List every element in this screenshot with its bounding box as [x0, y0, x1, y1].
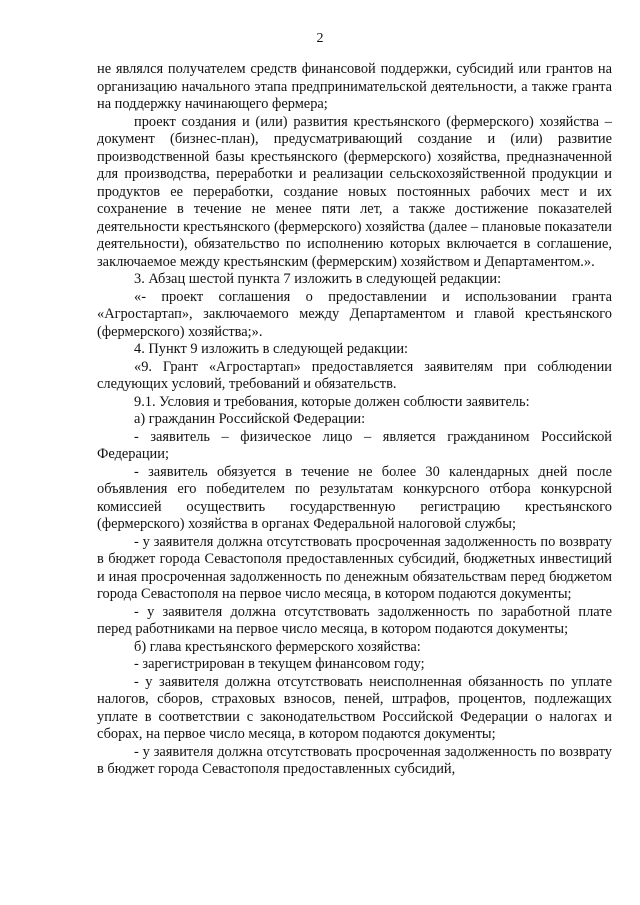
paragraph-item-4: 4. Пункт 9 изложить в следующей редакции: [134, 341, 409, 357]
list-item-salary-debt: - у заявителя должна отсутствовать задолженность по заработной плате перед работниками на первое число месяца, в котором подаются документы; [97, 603, 612, 637]
page-number: 2 [316, 31, 324, 46]
list-item-tax-obligation: - у заявителя должна отсутствовать неисполненная обязанность по уплате налогов, сборов, страховых взносов, пеней, штрафов, процентов, подлежащих уплате в соответствии с законодательством Российской Федерации о налогах и сборах, на первое число месяца, в котором подаются документы; [97, 673, 612, 742]
list-item-budget-debt-2: - у заявителя должна отсутствовать просроченная задолженность по возврату в бюджет города Севастополя предоставленных субсидий, [97, 743, 612, 777]
paragraph-subitem-a: а) гражданин Российской Федерации: [134, 411, 366, 427]
list-item-budget-debt: - у заявителя должна отсутствовать просроченная задолженность по возврату в бюджет города Севастополя предоставленных субсидий, бюджетных инвестиций и иная просроченная задолженность по денежным обязательствам перед бюджетом города Севастополя на первое число месяца, в котором подаются документы; [97, 533, 612, 602]
paragraph-agreement-draft: «- проект соглашения о предоставлении и использовании гранта «Агростартап», заключаемого между Департаментом и главой крестьянского (фермерского) хозяйства;». [97, 288, 612, 340]
list-item-registration: - заявитель обязуется в течение не более 30 календарных дней после объявления его победителем по результатам конкурсного отбора конкурсной комиссией осуществить государственную регистрацию крестьянского (фермерского) хозяйства в органах Федеральной налоговой службы; [97, 463, 612, 532]
list-item-citizen: - заявитель – физическое лицо – является гражданином Российской Федерации; [97, 428, 612, 462]
paragraph-item-3: 3. Абзац шестой пункта 7 изложить в следующей редакции: [134, 271, 502, 287]
paragraph-item-9: «9. Грант «Агростартап» предоставляется заявителям при соблюдении следующих условий, требований и обязательств. [97, 358, 612, 392]
list-item-registered: - зарегистрирован в текущем финансовом году; [134, 656, 425, 672]
document-body [97, 61, 612, 779]
paragraph-grant-condition: не являлся получателем средств финансовой поддержки, субсидий или грантов на организацию начального этапа предпринимательской деятельности, а также гранта на поддержку начинающего фермера; [97, 61, 612, 112]
paragraph-subitem-b: б) глава крестьянского фермерского хозяйства: [134, 638, 421, 655]
paragraph-item-9-1: 9.1. Условия и требования, которые должен соблюсти заявитель: [134, 393, 530, 410]
paragraph-project-definition: проект создания и (или) развития крестьянского (фермерского) хозяйства – документ (бизнес-план), предусматривающий создание и (или) развитие производственной базы крестьянского (фермерского) хозяйства, предназначенной для производства, переработки и реализации сельскохозяйственной продукции и продуктов ее переработки, создание новых постоянных рабочих мест и их сохранение в течение не менее пяти лет, а также достижение показателей деятельности крестьянского (фермерского) хозяйства (далее – плановые показатели деятельности), обязательство по исполнению которых включается в соглашение, заключаемое между крестьянским (фермерским) хозяйством и Департаментом.». [97, 113, 612, 270]
